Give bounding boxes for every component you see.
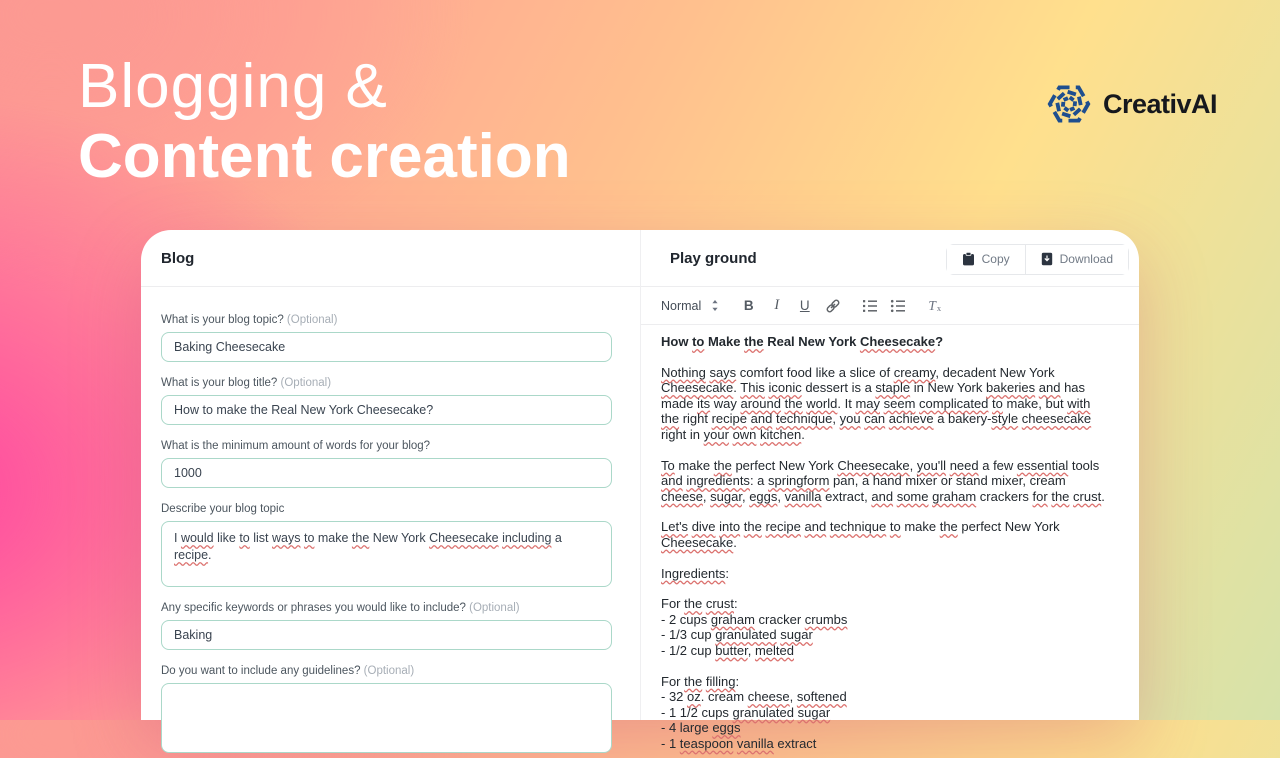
playground-pane-header [641, 230, 1139, 287]
brand-logo [1045, 80, 1217, 128]
spellcheck-word: complicated [919, 395, 989, 411]
playground-actions [946, 244, 1129, 275]
optional-tag: (Optional) [280, 377, 332, 389]
spellcheck-word: vanilla [736, 735, 774, 751]
chevron-up-down-icon [711, 299, 719, 312]
keywords-input[interactable] [161, 620, 612, 650]
spellcheck-word: eggs [749, 488, 778, 504]
field-label: What is the minimum amount of words for your blog? [161, 440, 431, 452]
hero-heading [78, 52, 571, 192]
bold-button[interactable]: B [743, 298, 754, 313]
copy-button-label: Copy [981, 252, 1010, 266]
download-button[interactable] [1025, 245, 1128, 274]
playground-pane [640, 230, 1139, 751]
spellcheck-word: to [992, 395, 1003, 411]
spellcheck-word: sugar [710, 488, 742, 504]
blog-form [141, 287, 640, 758]
blog-title-input[interactable] [161, 395, 612, 425]
blog-form-pane [141, 230, 640, 720]
describe-topic-textarea[interactable]: I would like to list ways to make the New York Cheesecake including a recipe. [161, 521, 612, 587]
spellcheck-word: This [740, 380, 765, 396]
playground-pane-title: Play ground [670, 249, 757, 267]
spellcheck-word: oz [687, 689, 701, 705]
spellcheck-word: around [740, 395, 781, 411]
spellcheck-word: bakeries [986, 380, 1036, 396]
hexagon-logo-icon [1045, 80, 1093, 128]
spellcheck-word: says [709, 364, 737, 380]
ordered-list-button[interactable] [860, 295, 879, 317]
spellcheck-word: Cheesecake [837, 457, 910, 473]
spellcheck-word: creamy [893, 364, 936, 380]
spellcheck-word: you [839, 411, 861, 427]
field-label: What is your blog title? (Optional) [161, 377, 332, 389]
blog-pane-title: Blog [161, 249, 195, 267]
spellcheck-word: iconic [768, 380, 802, 396]
clear-formatting-button[interactable]: T x [928, 297, 942, 313]
editor-paragraph: Let's dive into the recipe and technique to make the perfect New York Cheesecake. [661, 519, 1060, 550]
field-label: Describe your blog topic [161, 503, 285, 515]
form-field [161, 664, 612, 758]
spellcheck-word: To [661, 457, 675, 473]
spellcheck-word: granulated [715, 627, 777, 643]
spellcheck-word: graham [710, 611, 755, 627]
spellcheck-word: Cheesecake [661, 534, 734, 550]
content-card [141, 230, 1139, 751]
spellcheck-word: would [180, 531, 214, 545]
optional-tag: (Optional) [469, 602, 520, 614]
editor-paragraph: Nothing says comfort food like a slice of creamy, decadent New York Cheesecake. This iconic dessert is a staple in New York bakeries and has made its way around the world. It may seem complicated to make, but with the right recipe and technique, you can achieve a bakery-style cheesecake right in your own kitchen. [661, 364, 1092, 442]
spellcheck-word: recipe [174, 548, 209, 562]
editor-paragraph: Ingredients: [661, 565, 729, 581]
editor-paragraph: To make the perfect New York Cheesecake, you'll need a few essential tools and ingredients: a springform pan, a hand mixer or stand mixer, cream cheese, sugar, eggs, vanilla extract, and some graham crackers for the crust. [661, 457, 1105, 504]
spellcheck-word: the [744, 334, 764, 349]
italic-button[interactable]: I [774, 297, 780, 313]
spellcheck-word: crumbs [804, 611, 848, 627]
blog-topic-input[interactable] [161, 332, 612, 362]
spellcheck-word: crust [705, 596, 734, 612]
form-field [161, 313, 612, 362]
spellcheck-word: world [806, 395, 838, 411]
editor-paragraph: For the crust: - 2 cups graham cracker crumbs - 1/3 cup granulated sugar - 1/2 cup butter, melted [661, 596, 848, 658]
spellcheck-word: essential [1016, 457, 1069, 473]
underline-button[interactable]: U [799, 298, 810, 313]
spellcheck-word: including [502, 531, 552, 545]
spellcheck-word: dive [691, 519, 716, 535]
spellcheck-word: need [949, 457, 979, 473]
spellcheck-word: graham [932, 488, 977, 504]
editor-toolbar [641, 287, 1139, 325]
spellcheck-word: sugar [780, 627, 813, 643]
spellcheck-word: the [1051, 488, 1070, 504]
brand-name: CreativAI [1103, 88, 1218, 119]
spellcheck-word: to [239, 531, 250, 545]
spellcheck-word: eggs [712, 720, 741, 736]
spellcheck-word: cheese [747, 689, 790, 705]
guidelines-textarea[interactable] [161, 683, 612, 753]
spellcheck-word: its [697, 395, 711, 411]
spellcheck-word: the [713, 457, 732, 473]
spellcheck-word: Let's [661, 519, 689, 535]
spellcheck-word: softened [796, 689, 847, 705]
spellcheck-word: and [750, 411, 773, 427]
spellcheck-word: vanilla [784, 488, 822, 504]
spellcheck-word: to [889, 519, 901, 535]
form-field [161, 376, 612, 425]
spellcheck-word: springform [768, 473, 830, 489]
field-label: What is your blog topic? (Optional) [161, 314, 338, 326]
spellcheck-word: the [684, 673, 703, 689]
spellcheck-word: filling [705, 673, 736, 689]
download-button-label: Download [1059, 252, 1113, 266]
spellcheck-word: staple [875, 380, 911, 396]
spellcheck-word: to [303, 531, 315, 545]
spellcheck-word: sugar [797, 704, 831, 720]
spellcheck-word: seem [883, 395, 916, 411]
field-label: Any specific keywords or phrases you would like to include? (Optional) [161, 602, 520, 614]
paragraph-style-select[interactable] [661, 299, 719, 313]
spellcheck-word: recipe [765, 519, 801, 535]
bullet-list-button[interactable] [888, 295, 907, 317]
blog-pane-header [141, 230, 640, 287]
spellcheck-word: teaspoon [679, 735, 734, 751]
spellcheck-word: the [661, 411, 680, 427]
spellcheck-word: ways [272, 531, 301, 545]
spellcheck-word: may [855, 395, 880, 411]
spellcheck-word: and [871, 488, 894, 504]
spellcheck-word: technique [829, 519, 887, 535]
spellcheck-word: the [939, 519, 958, 535]
spellcheck-word: your [703, 426, 729, 442]
spellcheck-word: for [1032, 488, 1048, 504]
editor-paragraph: For the filling: - 32 oz. cream cheese, softened - 1 1/2 cups granulated sugar - 4 large eggs - 1 teaspoon vanilla extract [661, 673, 847, 751]
spellcheck-word: cheesecake [1021, 411, 1092, 427]
paragraph-style-value: Normal [661, 298, 702, 313]
spellcheck-word: Ingredients [661, 565, 726, 581]
spellcheck-word: achieve [888, 411, 934, 427]
form-field [161, 439, 612, 488]
spellcheck-word: into [719, 519, 741, 535]
spellcheck-word: to [692, 334, 705, 349]
spellcheck-word: and [1038, 380, 1061, 396]
spellcheck-word: the [743, 519, 762, 535]
spellcheck-word: crust [1073, 488, 1102, 504]
spellcheck-word: cheese [661, 488, 703, 504]
download-icon [1041, 252, 1053, 266]
spellcheck-word: style [991, 411, 1019, 427]
spellcheck-word: recipe [711, 411, 748, 427]
field-label: Do you want to include any guidelines? (Optional) [161, 665, 415, 677]
spellcheck-word: granulated [732, 704, 794, 720]
spellcheck-word: Cheesecake [429, 531, 499, 545]
spellcheck-word: melted [754, 642, 794, 658]
min-words-input[interactable] [161, 458, 612, 488]
editor-heading: How to Make the Real New York Cheesecake? [661, 334, 944, 349]
spellcheck-word: kitchen [760, 426, 802, 442]
spellcheck-word: you'll [916, 457, 947, 473]
hero-line-2: Content creation [78, 122, 571, 191]
clipboard-icon [962, 252, 975, 266]
spellcheck-word: and [804, 519, 827, 535]
spellcheck-word: Cheesecake [859, 334, 936, 349]
link-button[interactable] [823, 295, 842, 317]
spellcheck-word: the [684, 596, 703, 612]
form-field [161, 502, 612, 587]
spellcheck-word: and [661, 473, 683, 489]
spellcheck-word: butter [715, 642, 748, 658]
spellcheck-word: ingredients [686, 473, 750, 489]
spellcheck-word: own [732, 426, 757, 442]
spellcheck-word: Nothing [661, 364, 706, 380]
editor-content[interactable] [641, 325, 1139, 751]
copy-button[interactable] [947, 245, 1025, 274]
spellcheck-word: some [896, 488, 929, 504]
optional-tag: (Optional) [363, 665, 415, 677]
hero-line-1: Blogging & [78, 52, 388, 121]
form-field [161, 601, 612, 650]
spellcheck-word: Cheesecake [661, 380, 734, 396]
optional-tag: (Optional) [286, 314, 338, 326]
spellcheck-word: with [1067, 395, 1091, 411]
spellcheck-word: technique [775, 411, 833, 427]
spellcheck-word: can [864, 411, 886, 427]
spellcheck-word: the [351, 531, 370, 545]
spellcheck-word: the [784, 395, 803, 411]
